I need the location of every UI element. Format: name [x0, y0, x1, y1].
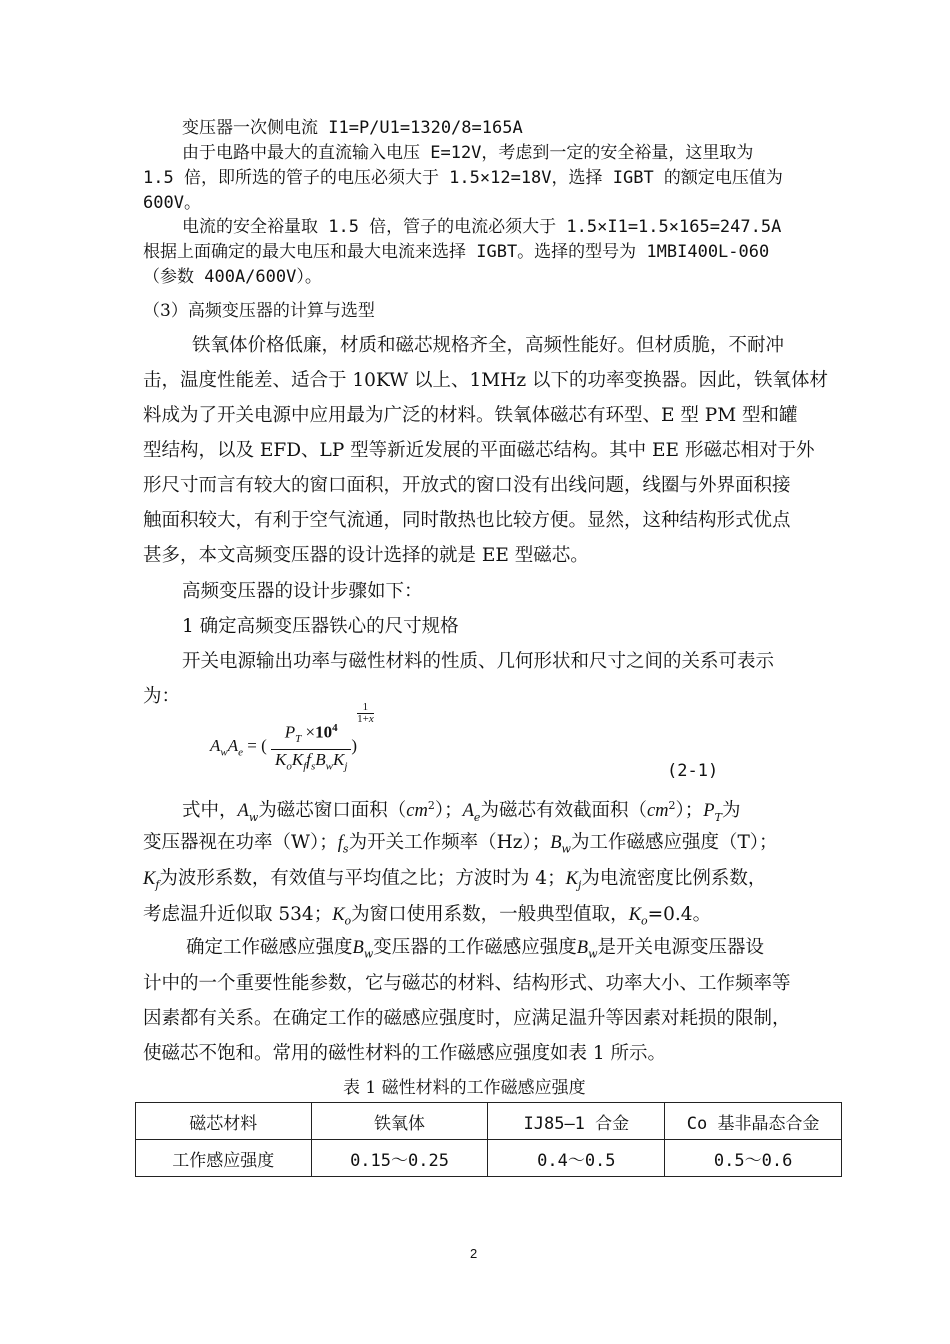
page-number: 2 [470, 1246, 478, 1261]
paragraph-line: 击，温度性能差、适合于 10KW 以上、1MHz 以下的功率变换器。因此，铁氧体材 [143, 370, 828, 391]
paragraph-line: 使磁芯不饱和。常用的磁性材料的工作磁感应强度如表 1 所示。 [143, 1043, 667, 1064]
table-cell: 磁芯材料 [136, 1103, 312, 1140]
paragraph-line: 料成为了开关电源中应用最为广泛的材料。铁氧体磁芯有环型、E 型 PM 型和罐 [143, 405, 798, 426]
equation-number: (2-1) [667, 761, 719, 781]
paragraph-line: 为： [143, 686, 181, 707]
paragraph-line: 型结构，以及 EFD、LP 型等新近发展的平面磁芯结构。其中 EE 形磁芯相对于外 [143, 440, 815, 461]
paragraph-line: 触面积较大，有利于空气流通，同时散热也比较方便。显然，这种结构形式优点 [143, 510, 791, 531]
text-line: 由于电路中最大的直流输入电压 E=12V，考虑到一定的安全裕量，这里取为 [182, 143, 754, 163]
paragraph-line: 因素都有关系。在确定工作的磁感应强度时，应满足温升等因素对耗损的限制， [143, 1008, 791, 1029]
paragraph-line: 开关电源输出功率与磁性材料的性质、几何形状和尺寸之间的关系可表示 [182, 651, 775, 672]
paragraph-line: 高频变压器的设计步骤如下： [182, 581, 423, 602]
text-line: （参数 400A/600V）。 [143, 267, 322, 287]
text-line: 变压器一次侧电流 I1=P/U1=1320/8=165A [182, 118, 523, 138]
table-cell: 0.15～0.25 [311, 1140, 488, 1177]
table-cell: 铁氧体 [311, 1103, 488, 1140]
text-line: 600V。 [143, 193, 201, 213]
paragraph-line: 确定工作磁感应强度$B_w$变压器的工作磁感应强度$B_w$是开关电源变压器设 [186, 937, 765, 961]
step-heading: 1 确定高频变压器铁心的尺寸规格 [182, 616, 459, 637]
text-line: 根据上面确定的最大电压和最大电流来选择 IGBT。选择的型号为 1MBI400L-060 [143, 242, 770, 262]
paragraph-line: 变压器视在功率（W）；$f_s$为开关工作频率（Hz）；$B_w$为工作磁感应强度（T）； [143, 832, 778, 856]
table-row [136, 1140, 842, 1177]
material-table [135, 1102, 842, 1177]
formula-2-1: $A_wA_e$ = ( $\frac{P_T \times 10^4}{K_oK_ff_sB_wK_j}$ ) $\frac{1}{1+x}$ [210, 701, 374, 773]
section-heading: （3）高频变压器的计算与选型 [143, 301, 375, 321]
paragraph-line: $K_f$为波形系数，有效值与平均值之比；方波时为 4；$K_j$为电流密度比例系数， [143, 868, 767, 892]
paragraph-line: 考虑温升近似取 534；$K_o$为窗口使用系数，一般典型值取，$K_o=0.4$。 [143, 904, 712, 928]
text-line: 电流的安全裕量取 1.5 倍，管子的电流必须大于 1.5×I1=1.5×165=247.5A [182, 217, 782, 237]
table-header-row [136, 1103, 842, 1140]
table-cell: Co 基非晶态合金 [665, 1103, 842, 1140]
paragraph-line: 甚多，本文高频变压器的设计选择的就是 EE 型磁芯。 [143, 545, 589, 566]
table-caption: 表 1 磁性材料的工作磁感应强度 [343, 1078, 586, 1098]
paragraph-line: 式中，$A_w$为磁芯窗口面积$(cm^2)$；$A_e$为磁芯有效截面积$(cm^2)$；$P_T$为 [182, 799, 741, 824]
table-cell: IJ85—1 合金 [488, 1103, 665, 1140]
table-cell: 0.5～0.6 [665, 1140, 842, 1177]
table-cell: 0.4～0.5 [488, 1140, 665, 1177]
paragraph-line: 形尺寸而言有较大的窗口面积，开放式的窗口没有出线问题，线圈与外界面积接 [143, 475, 791, 496]
text-line: 1.5 倍，即所选的管子的电压必须大于 1.5×12=18V，选择 IGBT 的额定电压值为 [143, 168, 783, 188]
paragraph-line: 计中的一个重要性能参数，它与磁芯的材料、结构形式、功率大小、工作频率等 [143, 973, 791, 994]
table-cell: 工作感应强度 [136, 1140, 312, 1177]
paragraph-line: 铁氧体价格低廉，材质和磁芯规格齐全，高频性能好。但材质脆，不耐冲 [192, 335, 785, 356]
